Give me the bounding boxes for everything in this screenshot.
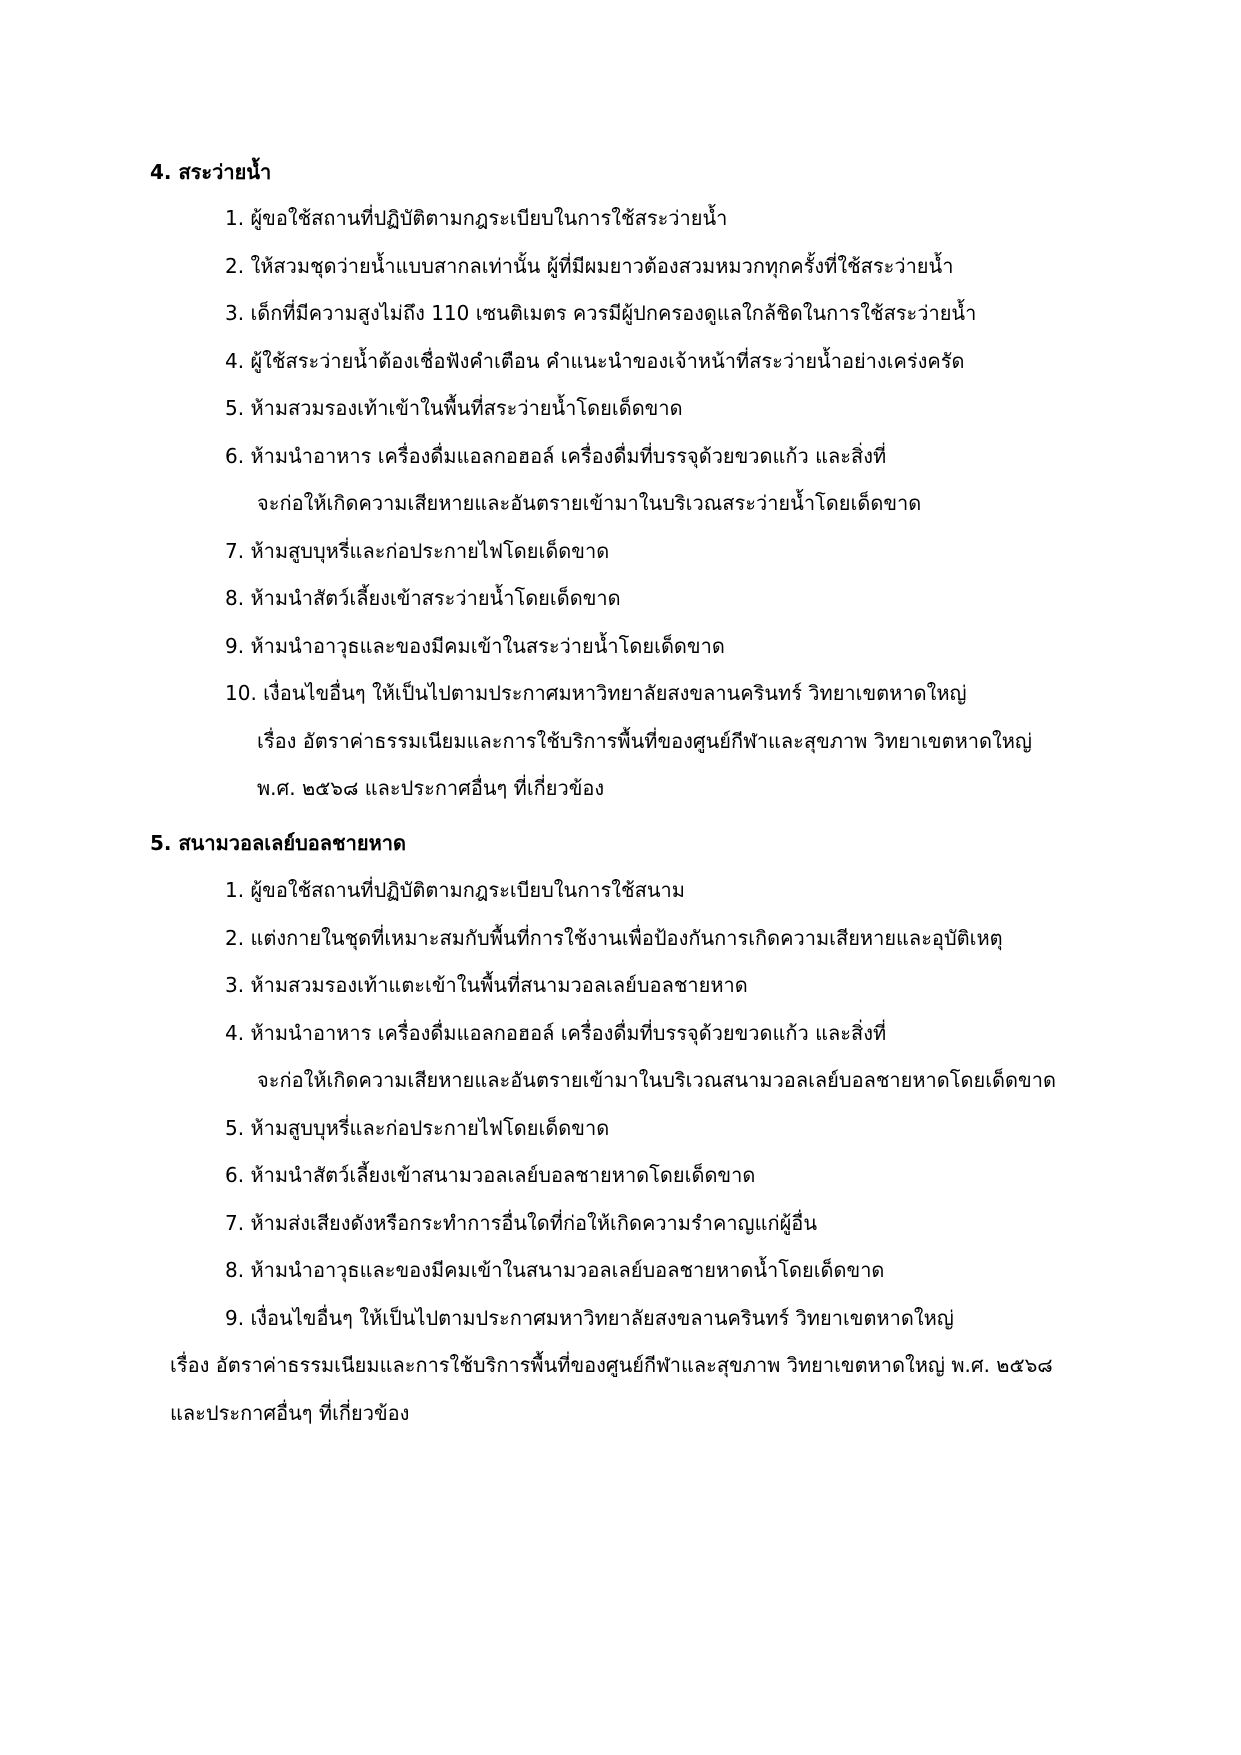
section-5-item-3: 3. ห้ามสวมรองเท้าแตะเข้าในพื้นที่สนามวอลเลย์บอลชายหาด (225, 973, 748, 997)
section-4-item-6: 6. ห้ามนำอาหาร เครื่องดื่มแอลกอฮอล์ เครื่องดื่มที่บรรจุด้วยขวดแก้ว และสิ่งที่ (225, 444, 887, 468)
section-5-item-1: 1. ผู้ขอใช้สถานที่ปฏิบัติตามกฎระเบียบในการใช้สนาม (225, 878, 685, 902)
section-4-item-9: 9. ห้ามนำอาวุธและของมีคมเข้าในสระว่ายน้ำโดยเด็ดขาด (225, 634, 725, 658)
section-5-item-2: 2. แต่งกายในชุดที่เหมาะสมกับพื้นที่การใช้งานเพื่อป้องกันการเกิดความเสียหายและอุบัติเหตุ (225, 926, 1003, 950)
section-4-item-1: 1. ผู้ขอใช้สถานที่ปฏิบัติตามกฎระเบียบในการใช้สระว่ายน้ำ (225, 206, 728, 230)
section-4-item-3: 3. เด็กที่มีความสูงไม่ถึง 110 เซนติเมตร ควรมีผู้ปกครองดูแลใกล้ชิดในการใช้สระว่ายน้ำ (225, 301, 977, 325)
section-5-item-7: 7. ห้ามส่งเสียงดังหรือกระทำการอื่นใดที่ก่อให้เกิดความรำคาญแก่ผู้อื่น (225, 1211, 817, 1235)
section-5-item-4: 4. ห้ามนำอาหาร เครื่องดื่มแอลกอฮอล์ เครื่องดื่มที่บรรจุด้วยขวดแก้ว และสิ่งที่ (225, 1021, 887, 1045)
section-4-item-10: 10. เงื่อนไขอื่นๆ ให้เป็นไปตามประกาศมหาวิทยาลัยสงขลานครินทร์ วิทยาเขตหาดใหญ่ (225, 681, 967, 705)
section-5-item-4-continued: จะก่อให้เกิดความเสียหายและอันตรายเข้ามาในบริเวณสนามวอลเลย์บอลชายหาดโดยเด็ดขาด (257, 1068, 1056, 1092)
section-5-item-8: 8. ห้ามนำอาวุธและของมีคมเข้าในสนามวอลเลย์บอลชายหาดน้ำโดยเด็ดขาด (225, 1258, 885, 1282)
section-4-item-10-continued-1: เรื่อง อัตราค่าธรรมเนียมและการใช้บริการพื้นที่ของศูนย์กีฬาและสุขภาพ วิทยาเขตหาดใหญ่ (257, 729, 1032, 753)
section-5-item-5: 5. ห้ามสูบบุหรี่และก่อประกายไฟโดยเด็ดขาด (225, 1116, 610, 1140)
section-4-item-8: 8. ห้ามนำสัตว์เลี้ยงเข้าสระว่ายน้ำโดยเด็ดขาด (225, 586, 621, 610)
section-4-item-7: 7. ห้ามสูบบุหรี่และก่อประกายไฟโดยเด็ดขาด (225, 539, 610, 563)
section-5-heading: 5. สนามวอลเลย์บอลชายหาด (150, 831, 406, 855)
section-4-item-5: 5. ห้ามสวมรองเท้าเข้าในพื้นที่สระว่ายน้ำโดยเด็ดขาด (225, 396, 683, 420)
section-4-item-6-continued: จะก่อให้เกิดความเสียหายและอันตรายเข้ามาในบริเวณสระว่ายน้ำโดยเด็ดขาด (257, 491, 922, 515)
section-4-item-2: 2. ให้สวมชุดว่ายน้ำแบบสากลเท่านั้น ผู้ที่มีผมยาวต้องสวมหมวกทุกครั้งที่ใช้สระว่ายน้ำ (225, 254, 954, 278)
section-4-item-10-continued-2: พ.ศ. ๒๕๖๘ และประกาศอื่นๆ ที่เกี่ยวข้อง (257, 776, 605, 800)
section-4-heading: 4. สระว่ายน้ำ (150, 160, 272, 184)
section-5-item-9-continued-2: และประกาศอื่นๆ ที่เกี่ยวข้อง (170, 1401, 410, 1425)
section-4-item-4: 4. ผู้ใช้สระว่ายน้ำต้องเชื่อฟังคำเตือน คำแนะนำของเจ้าหน้าที่สระว่ายน้ำอย่างเคร่งครัด (225, 349, 965, 373)
section-5-item-6: 6. ห้ามนำสัตว์เลี้ยงเข้าสนามวอลเลย์บอลชายหาดโดยเด็ดขาด (225, 1163, 756, 1187)
section-5-item-9-continued-1: เรื่อง อัตราค่าธรรมเนียมและการใช้บริการพื้นที่ของศูนย์กีฬาและสุขภาพ วิทยาเขตหาดใหญ่ พ.ศ. ๒๕๖๘ (170, 1353, 1053, 1377)
section-5-item-9: 9. เงื่อนไขอื่นๆ ให้เป็นไปตามประกาศมหาวิทยาลัยสงขลานครินทร์ วิทยาเขตหาดใหญ่ (225, 1306, 954, 1330)
